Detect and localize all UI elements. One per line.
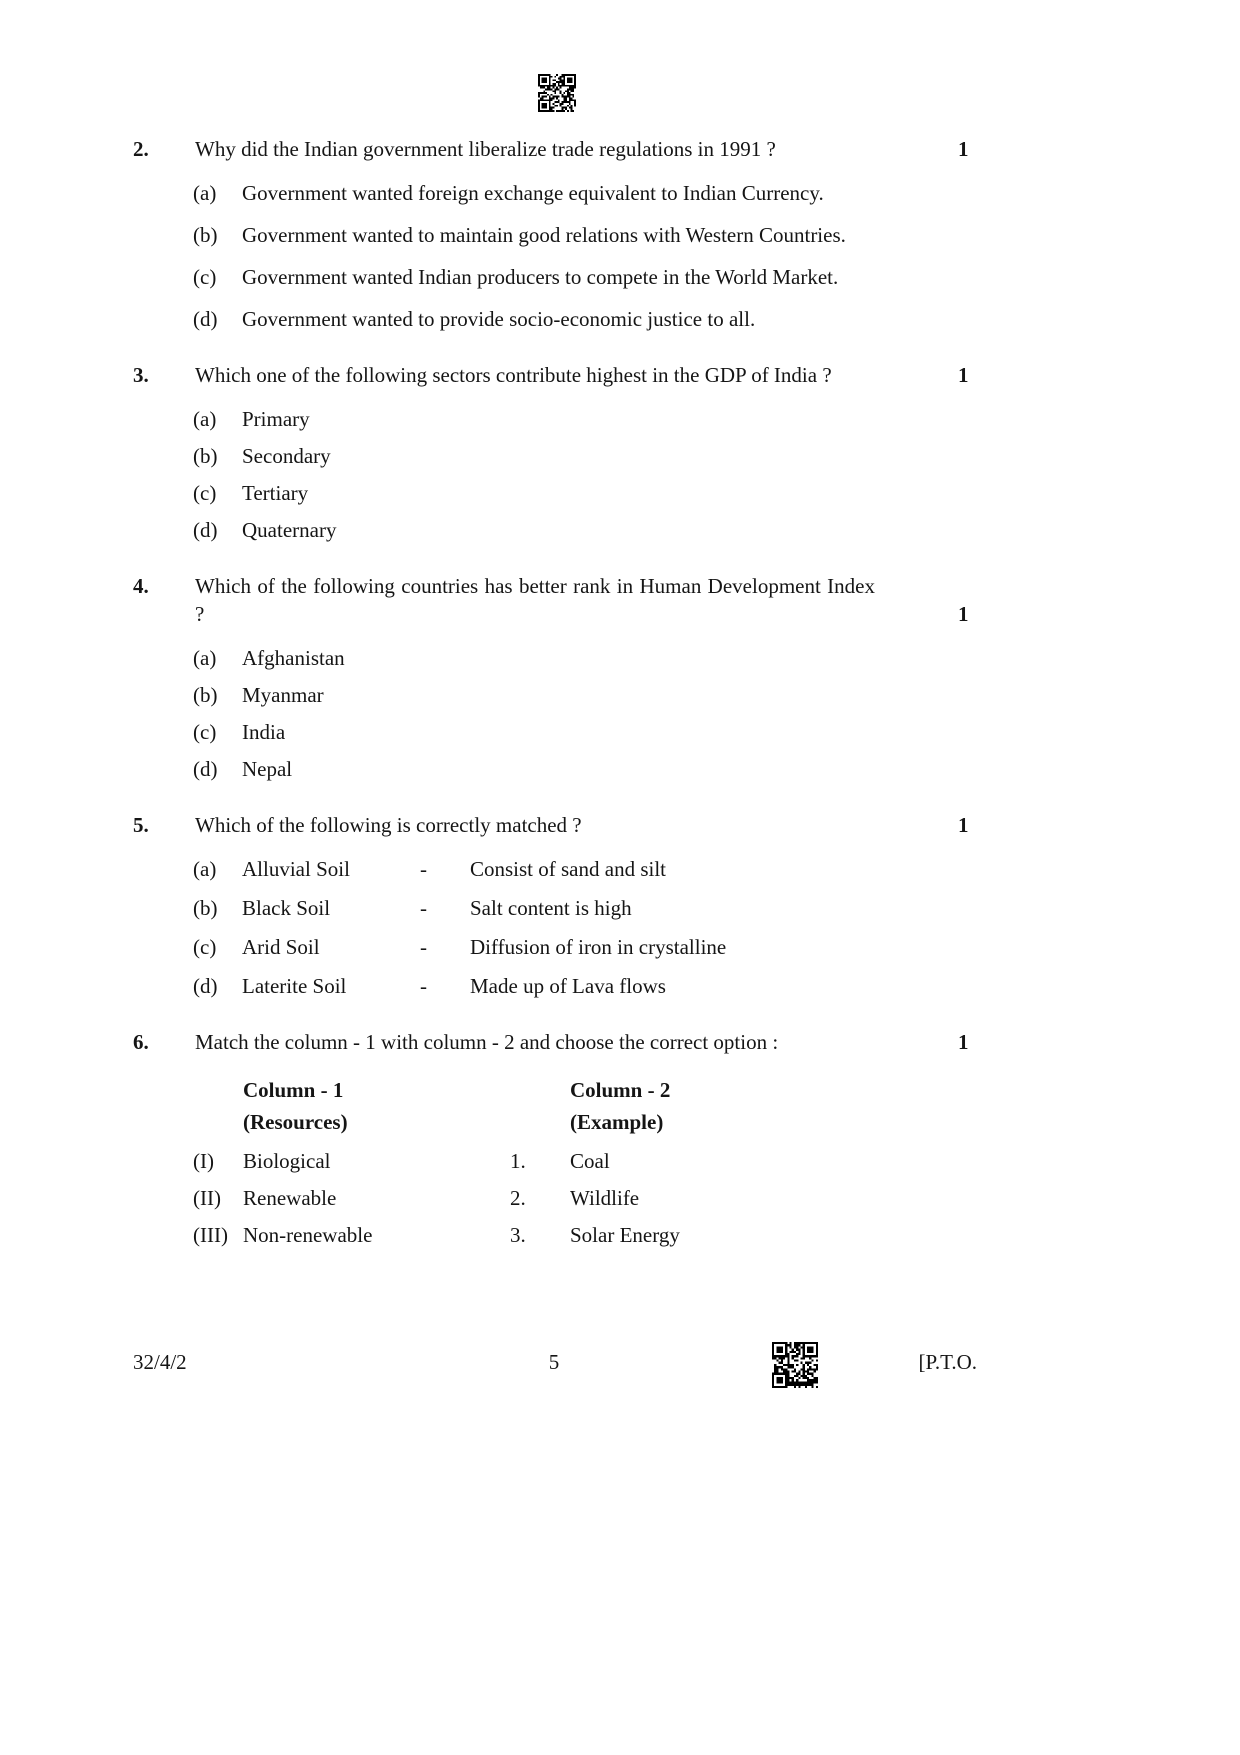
option-description: Consist of sand and silt	[470, 857, 667, 881]
options-list	[193, 405, 1240, 544]
question-text: Which of the following is correctly matched ?	[195, 813, 582, 837]
option-label: (a)	[193, 857, 217, 881]
option-description: Diffusion of iron in crystalline	[470, 935, 727, 959]
option-row	[193, 179, 1240, 207]
option-term: Arid Soil	[242, 935, 320, 959]
option-label: (c)	[193, 265, 217, 289]
option-row	[193, 718, 1240, 746]
option-label: (d)	[193, 757, 218, 781]
option-label: (a)	[193, 407, 217, 431]
question-text: Match the column - 1 with column - 2 and choose the correct option :	[195, 1030, 779, 1054]
match-headers	[193, 1074, 1240, 1138]
question-number: 5.	[133, 813, 149, 837]
question-header	[133, 811, 1240, 839]
option-text: Secondary	[242, 444, 331, 468]
option-text: Tertiary	[242, 481, 309, 505]
match-col1-sub: (Resources)	[243, 1110, 348, 1134]
qr-code-icon	[538, 74, 576, 112]
option-text: Nepal	[242, 757, 293, 781]
match-row	[193, 1221, 1240, 1249]
option-row	[193, 972, 1240, 1000]
match-col1-header	[243, 1074, 570, 1138]
question-header	[133, 1028, 1240, 1056]
match-row-number: 1.	[510, 1149, 526, 1173]
option-label: (c)	[193, 720, 217, 744]
option-label: (c)	[193, 481, 217, 505]
option-description: Made up of Lava flows	[470, 974, 666, 998]
match-spacer	[193, 1074, 243, 1138]
options-list	[193, 644, 1240, 783]
page-number: 5	[548, 1350, 560, 1374]
match-col2-header	[570, 1074, 941, 1138]
option-text: Primary	[242, 407, 310, 431]
question-text: Which of the following countries has better rank in Human Development Index ?	[195, 574, 875, 626]
option-text: Government wanted to maintain good relations with Western Countries.	[242, 223, 846, 247]
question-marks: 1	[958, 137, 969, 161]
question-marks: 1	[958, 1030, 969, 1054]
question-text: Why did the Indian government liberalize trade regulations in 1991 ?	[195, 137, 776, 161]
option-text: Quaternary	[242, 518, 337, 542]
option-row	[193, 933, 1240, 961]
match-col2-title: Column - 2	[570, 1078, 671, 1102]
question	[133, 811, 1240, 1000]
match-row-label: (I)	[193, 1149, 214, 1173]
option-term: Laterite Soil	[242, 974, 347, 998]
question-number: 4.	[133, 574, 149, 598]
match-row-number: 2.	[510, 1186, 526, 1210]
pto-label: [P.T.O.	[918, 1350, 977, 1374]
question-header	[133, 135, 1240, 163]
option-dash: -	[420, 974, 427, 998]
match-row-item: Non-renewable	[243, 1223, 373, 1247]
match-row	[193, 1184, 1240, 1212]
option-text: Government wanted Indian producers to compete in the World Market.	[242, 265, 839, 289]
option-label: (b)	[193, 683, 218, 707]
option-row	[193, 221, 1240, 249]
match-row-number: 3.	[510, 1223, 526, 1247]
option-row	[193, 755, 1240, 783]
question-number: 6.	[133, 1030, 149, 1054]
option-dash: -	[420, 935, 427, 959]
match-row-example: Wildlife	[570, 1186, 640, 1210]
option-label: (a)	[193, 646, 217, 670]
option-label: (b)	[193, 896, 218, 920]
match-col2-sub: (Example)	[570, 1110, 664, 1134]
question-header	[133, 572, 1240, 628]
option-row	[193, 263, 1240, 291]
option-label: (c)	[193, 935, 217, 959]
option-text: Myanmar	[242, 683, 324, 707]
option-row	[193, 305, 1240, 333]
option-row	[193, 644, 1240, 672]
match-row-label: (III)	[193, 1223, 228, 1247]
question-header	[133, 361, 1240, 389]
option-row	[193, 442, 1240, 470]
question-marks: 1	[958, 602, 969, 626]
qr-code-icon	[772, 1342, 818, 1388]
option-row	[193, 855, 1240, 883]
match-row-item: Biological	[243, 1149, 331, 1173]
option-label: (d)	[193, 307, 218, 331]
paper-code: 32/4/2	[133, 1350, 187, 1374]
option-row	[193, 681, 1240, 709]
question	[133, 1028, 1240, 1249]
page-footer	[0, 1340, 1240, 1392]
match-row-example: Coal	[570, 1149, 610, 1173]
option-term: Black Soil	[242, 896, 331, 920]
option-text: Government wanted to provide socio-economic justice to all.	[242, 307, 756, 331]
option-label: (b)	[193, 223, 218, 247]
option-row	[193, 894, 1240, 922]
option-term: Alluvial Soil	[242, 857, 350, 881]
question-text: Which one of the following sectors contribute highest in the GDP of India ?	[195, 363, 832, 387]
question-number: 2.	[133, 137, 149, 161]
option-row	[193, 479, 1240, 507]
match-col1-title: Column - 1	[243, 1078, 344, 1102]
match-row-example: Solar Energy	[570, 1223, 680, 1247]
option-label: (a)	[193, 181, 217, 205]
option-label: (b)	[193, 444, 218, 468]
option-row	[193, 405, 1240, 433]
match-row-item: Renewable	[243, 1186, 337, 1210]
match-row	[193, 1147, 1240, 1175]
option-description: Salt content is high	[470, 896, 632, 920]
question-marks: 1	[958, 363, 969, 387]
options-list	[193, 855, 1240, 1000]
option-dash: -	[420, 896, 427, 920]
match-row-label: (II)	[193, 1186, 221, 1210]
option-text: India	[242, 720, 286, 744]
question	[133, 361, 1240, 544]
questions-area	[0, 135, 1240, 1277]
option-label: (d)	[193, 518, 218, 542]
option-text: Government wanted foreign exchange equivalent to Indian Currency.	[242, 181, 824, 205]
question	[133, 135, 1240, 333]
option-text: Afghanistan	[242, 646, 345, 670]
question-number: 3.	[133, 363, 149, 387]
option-row	[193, 516, 1240, 544]
option-dash: -	[420, 857, 427, 881]
options-list	[193, 179, 1240, 333]
question	[133, 572, 1240, 783]
question-marks: 1	[958, 813, 969, 837]
option-label: (d)	[193, 974, 218, 998]
